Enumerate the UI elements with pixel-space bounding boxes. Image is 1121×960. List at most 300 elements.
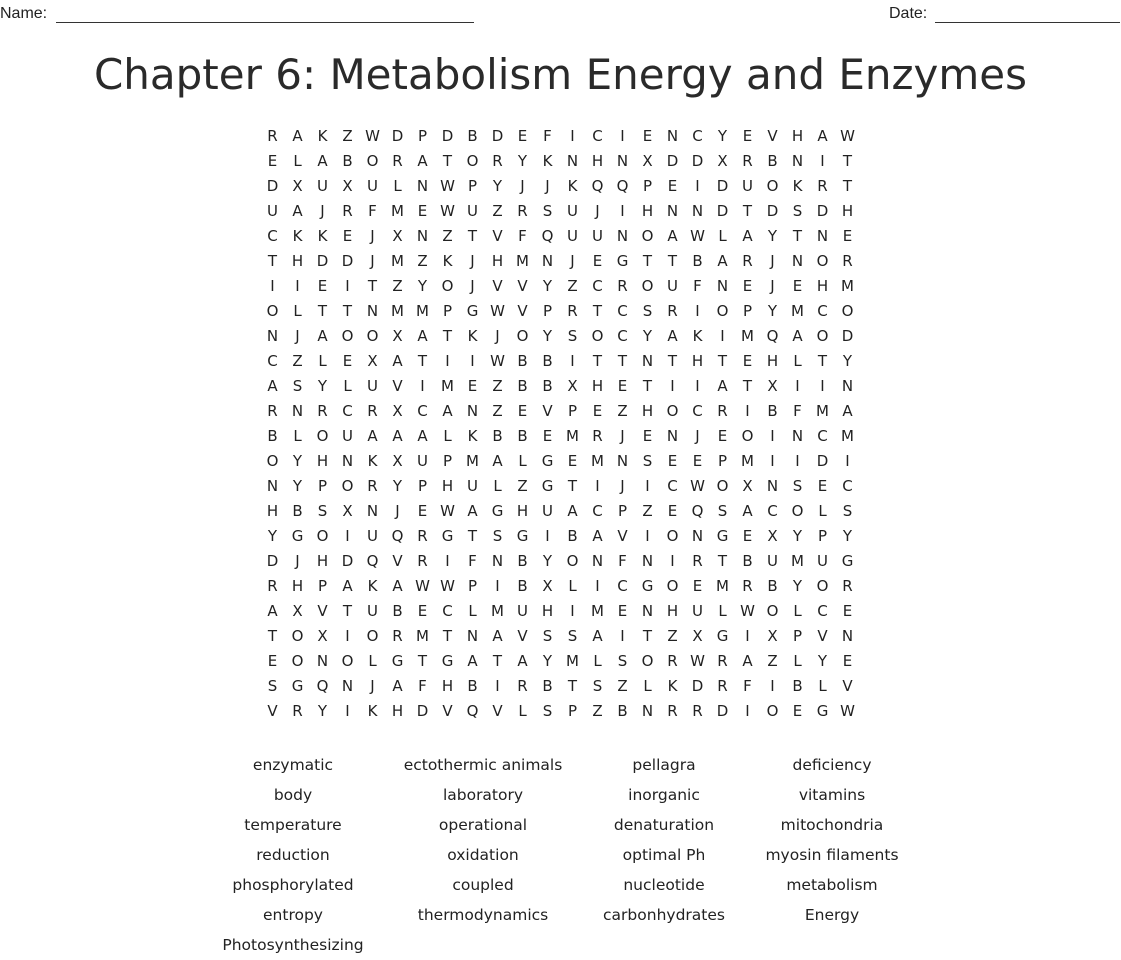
grid-letter: Q xyxy=(591,177,604,195)
grid-letter: J xyxy=(620,427,625,445)
grid-letter: R xyxy=(667,652,678,670)
grid-letter: M xyxy=(591,452,604,470)
grid-letter: I xyxy=(745,402,750,420)
grid-letter: O xyxy=(316,527,329,545)
grid-letter: R xyxy=(342,202,353,220)
word-bank-item: denaturation xyxy=(613,816,715,834)
grid-letter: O xyxy=(791,502,804,520)
grid-letter: N xyxy=(641,702,654,720)
grid-letter: N xyxy=(816,227,829,245)
grid-letter: O xyxy=(716,302,729,320)
grid-letter: U xyxy=(742,177,753,195)
word-bank-item: metabolism xyxy=(786,876,878,894)
grid-letter: I xyxy=(595,577,600,595)
word-bank-item: deficiency xyxy=(792,756,872,774)
name-input-line[interactable] xyxy=(56,22,474,23)
grid-letter: G xyxy=(391,652,404,670)
grid-letter: E xyxy=(692,577,703,595)
word-bank-item: entropy xyxy=(263,906,323,924)
word-bank-item: temperature xyxy=(244,816,342,834)
grid-row xyxy=(260,674,860,699)
grid-letter: U xyxy=(467,477,478,495)
grid-letter: M xyxy=(391,202,404,220)
grid-letter: H xyxy=(391,702,404,720)
grid-row xyxy=(260,499,860,524)
grid-letter: N xyxy=(791,252,804,270)
grid-letter: P xyxy=(317,577,328,595)
grid-letter: O xyxy=(591,327,604,345)
grid-letter: T xyxy=(842,152,853,170)
grid-letter: A xyxy=(517,652,528,670)
grid-letter: H xyxy=(266,502,279,520)
word-bank-item: Photosynthesizing xyxy=(222,936,364,954)
grid-letter: F xyxy=(418,677,427,695)
grid-letter: D xyxy=(266,177,279,195)
grid-letter: D xyxy=(441,127,454,145)
grid-letter: L xyxy=(443,427,452,445)
grid-letter: I xyxy=(595,477,600,495)
grid-letter: L xyxy=(318,352,327,370)
grid-letter: V xyxy=(267,702,278,720)
grid-letter: N xyxy=(266,327,279,345)
grid-letter: F xyxy=(693,277,702,295)
grid-letter: V xyxy=(392,377,403,395)
grid-letter: O xyxy=(641,277,654,295)
grid-letter: B xyxy=(292,502,303,520)
grid-letter: T xyxy=(467,227,478,245)
grid-letter: B xyxy=(467,127,478,145)
grid-letter: X xyxy=(767,627,778,645)
grid-letter: K xyxy=(367,577,378,595)
grid-letter: E xyxy=(317,277,328,295)
grid-letter: G xyxy=(441,652,454,670)
grid-letter: K xyxy=(317,127,328,145)
grid-letter: U xyxy=(367,177,378,195)
grid-letter: T xyxy=(667,352,678,370)
grid-letter: P xyxy=(417,127,428,145)
grid-letter: D xyxy=(266,552,279,570)
grid-letter: N xyxy=(316,652,329,670)
grid-letter: N xyxy=(791,152,804,170)
grid-letter: K xyxy=(567,177,578,195)
grid-letter: I xyxy=(345,702,350,720)
grid-letter: E xyxy=(267,652,278,670)
grid-letter: M xyxy=(841,427,854,445)
grid-letter: D xyxy=(841,327,854,345)
grid-letter: G xyxy=(616,252,629,270)
grid-letter: I xyxy=(545,527,550,545)
grid-letter: H xyxy=(791,127,804,145)
grid-letter: C xyxy=(817,302,828,320)
grid-letter: C xyxy=(617,327,628,345)
grid-letter: V xyxy=(517,277,528,295)
name-label: Name: xyxy=(0,5,48,22)
grid-letter: T xyxy=(342,602,353,620)
grid-letter: K xyxy=(367,702,378,720)
grid-letter: W xyxy=(840,702,855,720)
grid-letter: X xyxy=(292,602,303,620)
word-bank-row xyxy=(198,780,924,810)
word-bank-item: body xyxy=(273,786,313,804)
word-bank-row xyxy=(198,750,924,780)
grid-letter: W xyxy=(490,302,505,320)
grid-letter: J xyxy=(370,227,375,245)
grid-letter: S xyxy=(567,627,578,645)
grid-letter: E xyxy=(667,452,678,470)
grid-letter: S xyxy=(292,377,303,395)
grid-letter: L xyxy=(793,352,802,370)
grid-letter: D xyxy=(716,702,729,720)
grid-letter: C xyxy=(667,477,678,495)
grid-letter: O xyxy=(466,152,479,170)
grid-letter: B xyxy=(517,552,528,570)
grid-letter: O xyxy=(816,252,829,270)
grid-letter: B xyxy=(767,402,778,420)
grid-letter: D xyxy=(391,127,404,145)
grid-letter: E xyxy=(817,477,828,495)
grid-letter: G xyxy=(716,527,729,545)
date-label: Date: xyxy=(889,5,928,22)
grid-letter: F xyxy=(468,552,477,570)
grid-letter: G xyxy=(291,527,304,545)
grid-letter: G xyxy=(841,552,854,570)
grid-letter: B xyxy=(767,577,778,595)
grid-letter: E xyxy=(517,402,528,420)
grid-letter: W xyxy=(690,227,705,245)
grid-letter: N xyxy=(616,227,629,245)
grid-letter: Y xyxy=(317,702,328,720)
grid-row xyxy=(260,549,860,574)
grid-letter: U xyxy=(467,202,478,220)
grid-letter: X xyxy=(342,502,353,520)
grid-letter: H xyxy=(316,452,329,470)
grid-letter: Y xyxy=(817,652,828,670)
grid-letter: V xyxy=(842,677,853,695)
grid-letter: C xyxy=(267,352,278,370)
grid-letter: V xyxy=(817,627,828,645)
grid-letter: Q xyxy=(391,527,404,545)
grid-letter: M xyxy=(591,602,604,620)
grid-letter: R xyxy=(667,302,678,320)
grid-letter: W xyxy=(690,477,705,495)
grid-letter: J xyxy=(570,252,575,270)
grid-letter: A xyxy=(267,377,278,395)
grid-letter: I xyxy=(570,352,575,370)
grid-letter: Q xyxy=(766,327,779,345)
grid-letter: H xyxy=(841,202,854,220)
grid-letter: T xyxy=(417,652,428,670)
grid-letter: R xyxy=(692,702,703,720)
grid-letter: R xyxy=(692,552,703,570)
grid-letter: T xyxy=(342,302,353,320)
grid-letter: I xyxy=(695,302,700,320)
grid-letter: I xyxy=(570,602,575,620)
grid-letter: B xyxy=(517,352,528,370)
grid-letter: J xyxy=(770,277,775,295)
grid-letter: I xyxy=(470,352,475,370)
grid-letter: N xyxy=(491,552,504,570)
grid-letter: C xyxy=(617,577,628,595)
word-bank-item: operational xyxy=(438,816,528,834)
grid-letter: Z xyxy=(292,352,303,370)
grid-letter: M xyxy=(491,602,504,620)
grid-letter: K xyxy=(367,452,378,470)
word-bank-item: phosphorylated xyxy=(232,876,354,894)
grid-letter: L xyxy=(343,377,352,395)
grid-letter: T xyxy=(642,377,653,395)
grid-letter: B xyxy=(792,677,803,695)
grid-letter: C xyxy=(767,502,778,520)
grid-letter: O xyxy=(266,452,279,470)
grid-letter: L xyxy=(718,602,727,620)
word-bank-row xyxy=(198,810,924,840)
grid-letter: R xyxy=(842,577,853,595)
grid-letter: J xyxy=(395,502,400,520)
grid-letter: P xyxy=(542,302,553,320)
grid-letter: A xyxy=(717,252,728,270)
grid-letter: J xyxy=(370,677,375,695)
grid-letter: H xyxy=(591,377,604,395)
grid-letter: U xyxy=(342,427,353,445)
word-bank-item: optimal Ph xyxy=(622,846,706,864)
grid-letter: A xyxy=(442,402,453,420)
grid-letter: T xyxy=(267,252,278,270)
grid-letter: C xyxy=(692,127,703,145)
grid-letter: O xyxy=(666,402,679,420)
grid-letter: T xyxy=(592,352,603,370)
grid-letter: I xyxy=(695,377,700,395)
grid-letter: N xyxy=(666,427,679,445)
grid-letter: W xyxy=(690,652,705,670)
grid-letter: I xyxy=(795,377,800,395)
grid-letter: K xyxy=(792,177,803,195)
grid-letter: N xyxy=(416,177,429,195)
grid-letter: A xyxy=(667,327,678,345)
grid-letter: S xyxy=(842,502,853,520)
grid-letter: F xyxy=(793,402,802,420)
grid-letter: Z xyxy=(492,402,503,420)
grid-letter: N xyxy=(691,202,704,220)
grid-letter: R xyxy=(392,152,403,170)
grid-letter: P xyxy=(642,177,653,195)
word-bank-row xyxy=(198,930,924,960)
grid-letter: I xyxy=(295,277,300,295)
grid-letter: E xyxy=(517,127,528,145)
grid-letter: S xyxy=(567,327,578,345)
grid-letter: R xyxy=(717,402,728,420)
grid-letter: R xyxy=(267,402,278,420)
grid-letter: G xyxy=(541,452,554,470)
grid-letter: U xyxy=(267,202,278,220)
grid-row xyxy=(260,374,860,399)
grid-letter: U xyxy=(517,602,528,620)
grid-row xyxy=(260,124,860,149)
grid-letter: B xyxy=(517,427,528,445)
grid-letter: A xyxy=(367,427,378,445)
date-input-line[interactable] xyxy=(935,22,1120,23)
grid-letter: N xyxy=(616,152,629,170)
grid-letter: Y xyxy=(517,152,528,170)
grid-letter: E xyxy=(592,402,603,420)
grid-letter: Q xyxy=(366,552,379,570)
grid-letter: H xyxy=(441,677,454,695)
grid-letter: B xyxy=(542,677,553,695)
grid-letter: G xyxy=(541,477,554,495)
grid-letter: C xyxy=(417,402,428,420)
grid-row xyxy=(260,224,860,249)
grid-letter: V xyxy=(492,277,503,295)
word-bank-item: thermodynamics xyxy=(417,906,549,924)
grid-letter: W xyxy=(440,177,455,195)
grid-letter: Y xyxy=(542,277,553,295)
grid-letter: D xyxy=(816,452,829,470)
grid-letter: A xyxy=(392,577,403,595)
grid-letter: X xyxy=(767,377,778,395)
grid-letter: Y xyxy=(642,327,653,345)
word-bank-item: nucleotide xyxy=(623,876,705,894)
grid-letter: E xyxy=(342,352,353,370)
grid-letter: C xyxy=(267,227,278,245)
grid-letter: A xyxy=(392,677,403,695)
grid-letter: R xyxy=(517,202,528,220)
grid-letter: Z xyxy=(642,502,653,520)
grid-letter: V xyxy=(442,702,453,720)
grid-letter: M xyxy=(391,252,404,270)
grid-letter: T xyxy=(567,477,578,495)
grid-letter: C xyxy=(842,477,853,495)
grid-letter: L xyxy=(293,427,302,445)
grid-letter: X xyxy=(542,577,553,595)
grid-letter: H xyxy=(591,152,604,170)
grid-letter: T xyxy=(742,202,753,220)
grid-letter: W xyxy=(415,577,430,595)
grid-letter: A xyxy=(817,127,828,145)
grid-letter: P xyxy=(742,302,753,320)
grid-letter: I xyxy=(620,202,625,220)
grid-row xyxy=(260,524,860,549)
grid-letter: L xyxy=(393,177,402,195)
grid-letter: Y xyxy=(767,227,778,245)
grid-letter: J xyxy=(370,252,375,270)
grid-letter: O xyxy=(266,302,279,320)
grid-letter: Z xyxy=(392,277,403,295)
grid-letter: V xyxy=(492,227,503,245)
grid-letter: V xyxy=(767,127,778,145)
grid-letter: I xyxy=(745,627,750,645)
grid-letter: S xyxy=(267,677,278,695)
grid-letter: Z xyxy=(767,652,778,670)
grid-letter: A xyxy=(792,327,803,345)
grid-letter: F xyxy=(618,552,627,570)
grid-letter: R xyxy=(367,402,378,420)
grid-letter: K xyxy=(467,327,478,345)
grid-letter: P xyxy=(617,502,628,520)
grid-letter: D xyxy=(716,177,729,195)
grid-letter: N xyxy=(641,602,654,620)
grid-letter: Z xyxy=(492,377,503,395)
grid-letter: Y xyxy=(392,477,403,495)
grid-letter: U xyxy=(417,452,428,470)
grid-row xyxy=(260,399,860,424)
grid-letter: O xyxy=(766,177,779,195)
grid-letter: F xyxy=(543,127,552,145)
grid-letter: I xyxy=(770,427,775,445)
grid-letter: J xyxy=(470,277,475,295)
grid-letter: B xyxy=(267,427,278,445)
grid-letter: O xyxy=(641,652,654,670)
grid-letter: Y xyxy=(492,177,503,195)
grid-letter: C xyxy=(817,427,828,445)
grid-letter: L xyxy=(593,652,602,670)
grid-row xyxy=(260,249,860,274)
grid-letter: W xyxy=(840,127,855,145)
grid-letter: N xyxy=(716,277,729,295)
grid-letter: H xyxy=(641,402,654,420)
grid-letter: T xyxy=(492,652,503,670)
grid-letter: G xyxy=(491,502,504,520)
grid-letter: J xyxy=(295,327,300,345)
grid-letter: H xyxy=(541,602,554,620)
grid-letter: D xyxy=(416,702,429,720)
grid-letter: N xyxy=(641,552,654,570)
word-bank-item: oxidation xyxy=(447,846,519,864)
grid-letter: V xyxy=(392,552,403,570)
grid-letter: B xyxy=(542,377,553,395)
grid-letter: U xyxy=(317,177,328,195)
word-bank-item: inorganic xyxy=(628,786,700,804)
grid-letter: L xyxy=(293,302,302,320)
grid-letter: X xyxy=(642,152,653,170)
grid-row xyxy=(260,474,860,499)
grid-letter: S xyxy=(542,627,553,645)
word-bank-item: pellagra xyxy=(632,756,696,774)
grid-letter: C xyxy=(342,402,353,420)
grid-letter: A xyxy=(742,502,753,520)
grid-letter: T xyxy=(742,377,753,395)
grid-letter: H xyxy=(666,602,679,620)
grid-letter: K xyxy=(442,252,453,270)
grid-letter: N xyxy=(466,402,479,420)
grid-letter: O xyxy=(766,702,779,720)
grid-letter: B xyxy=(492,427,503,445)
grid-letter: I xyxy=(345,527,350,545)
grid-letter: B xyxy=(342,152,353,170)
grid-row xyxy=(260,699,860,724)
grid-letter: N xyxy=(666,127,679,145)
grid-letter: A xyxy=(492,452,503,470)
grid-letter: N xyxy=(266,477,279,495)
grid-letter: M xyxy=(791,302,804,320)
grid-letter: L xyxy=(818,677,827,695)
grid-letter: D xyxy=(691,677,704,695)
grid-letter: P xyxy=(817,527,828,545)
grid-letter: M xyxy=(416,302,429,320)
grid-letter: X xyxy=(717,152,728,170)
grid-letter: V xyxy=(617,527,628,545)
grid-letter: S xyxy=(792,477,803,495)
grid-letter: Z xyxy=(342,127,353,145)
grid-letter: H xyxy=(491,252,504,270)
grid-letter: B xyxy=(517,377,528,395)
grid-row xyxy=(260,174,860,199)
grid-letter: U xyxy=(567,202,578,220)
grid-letter: S xyxy=(642,302,653,320)
grid-letter: Z xyxy=(492,202,503,220)
grid-letter: O xyxy=(366,152,379,170)
grid-letter: E xyxy=(642,127,653,145)
grid-letter: T xyxy=(717,552,728,570)
grid-letter: E xyxy=(742,352,753,370)
